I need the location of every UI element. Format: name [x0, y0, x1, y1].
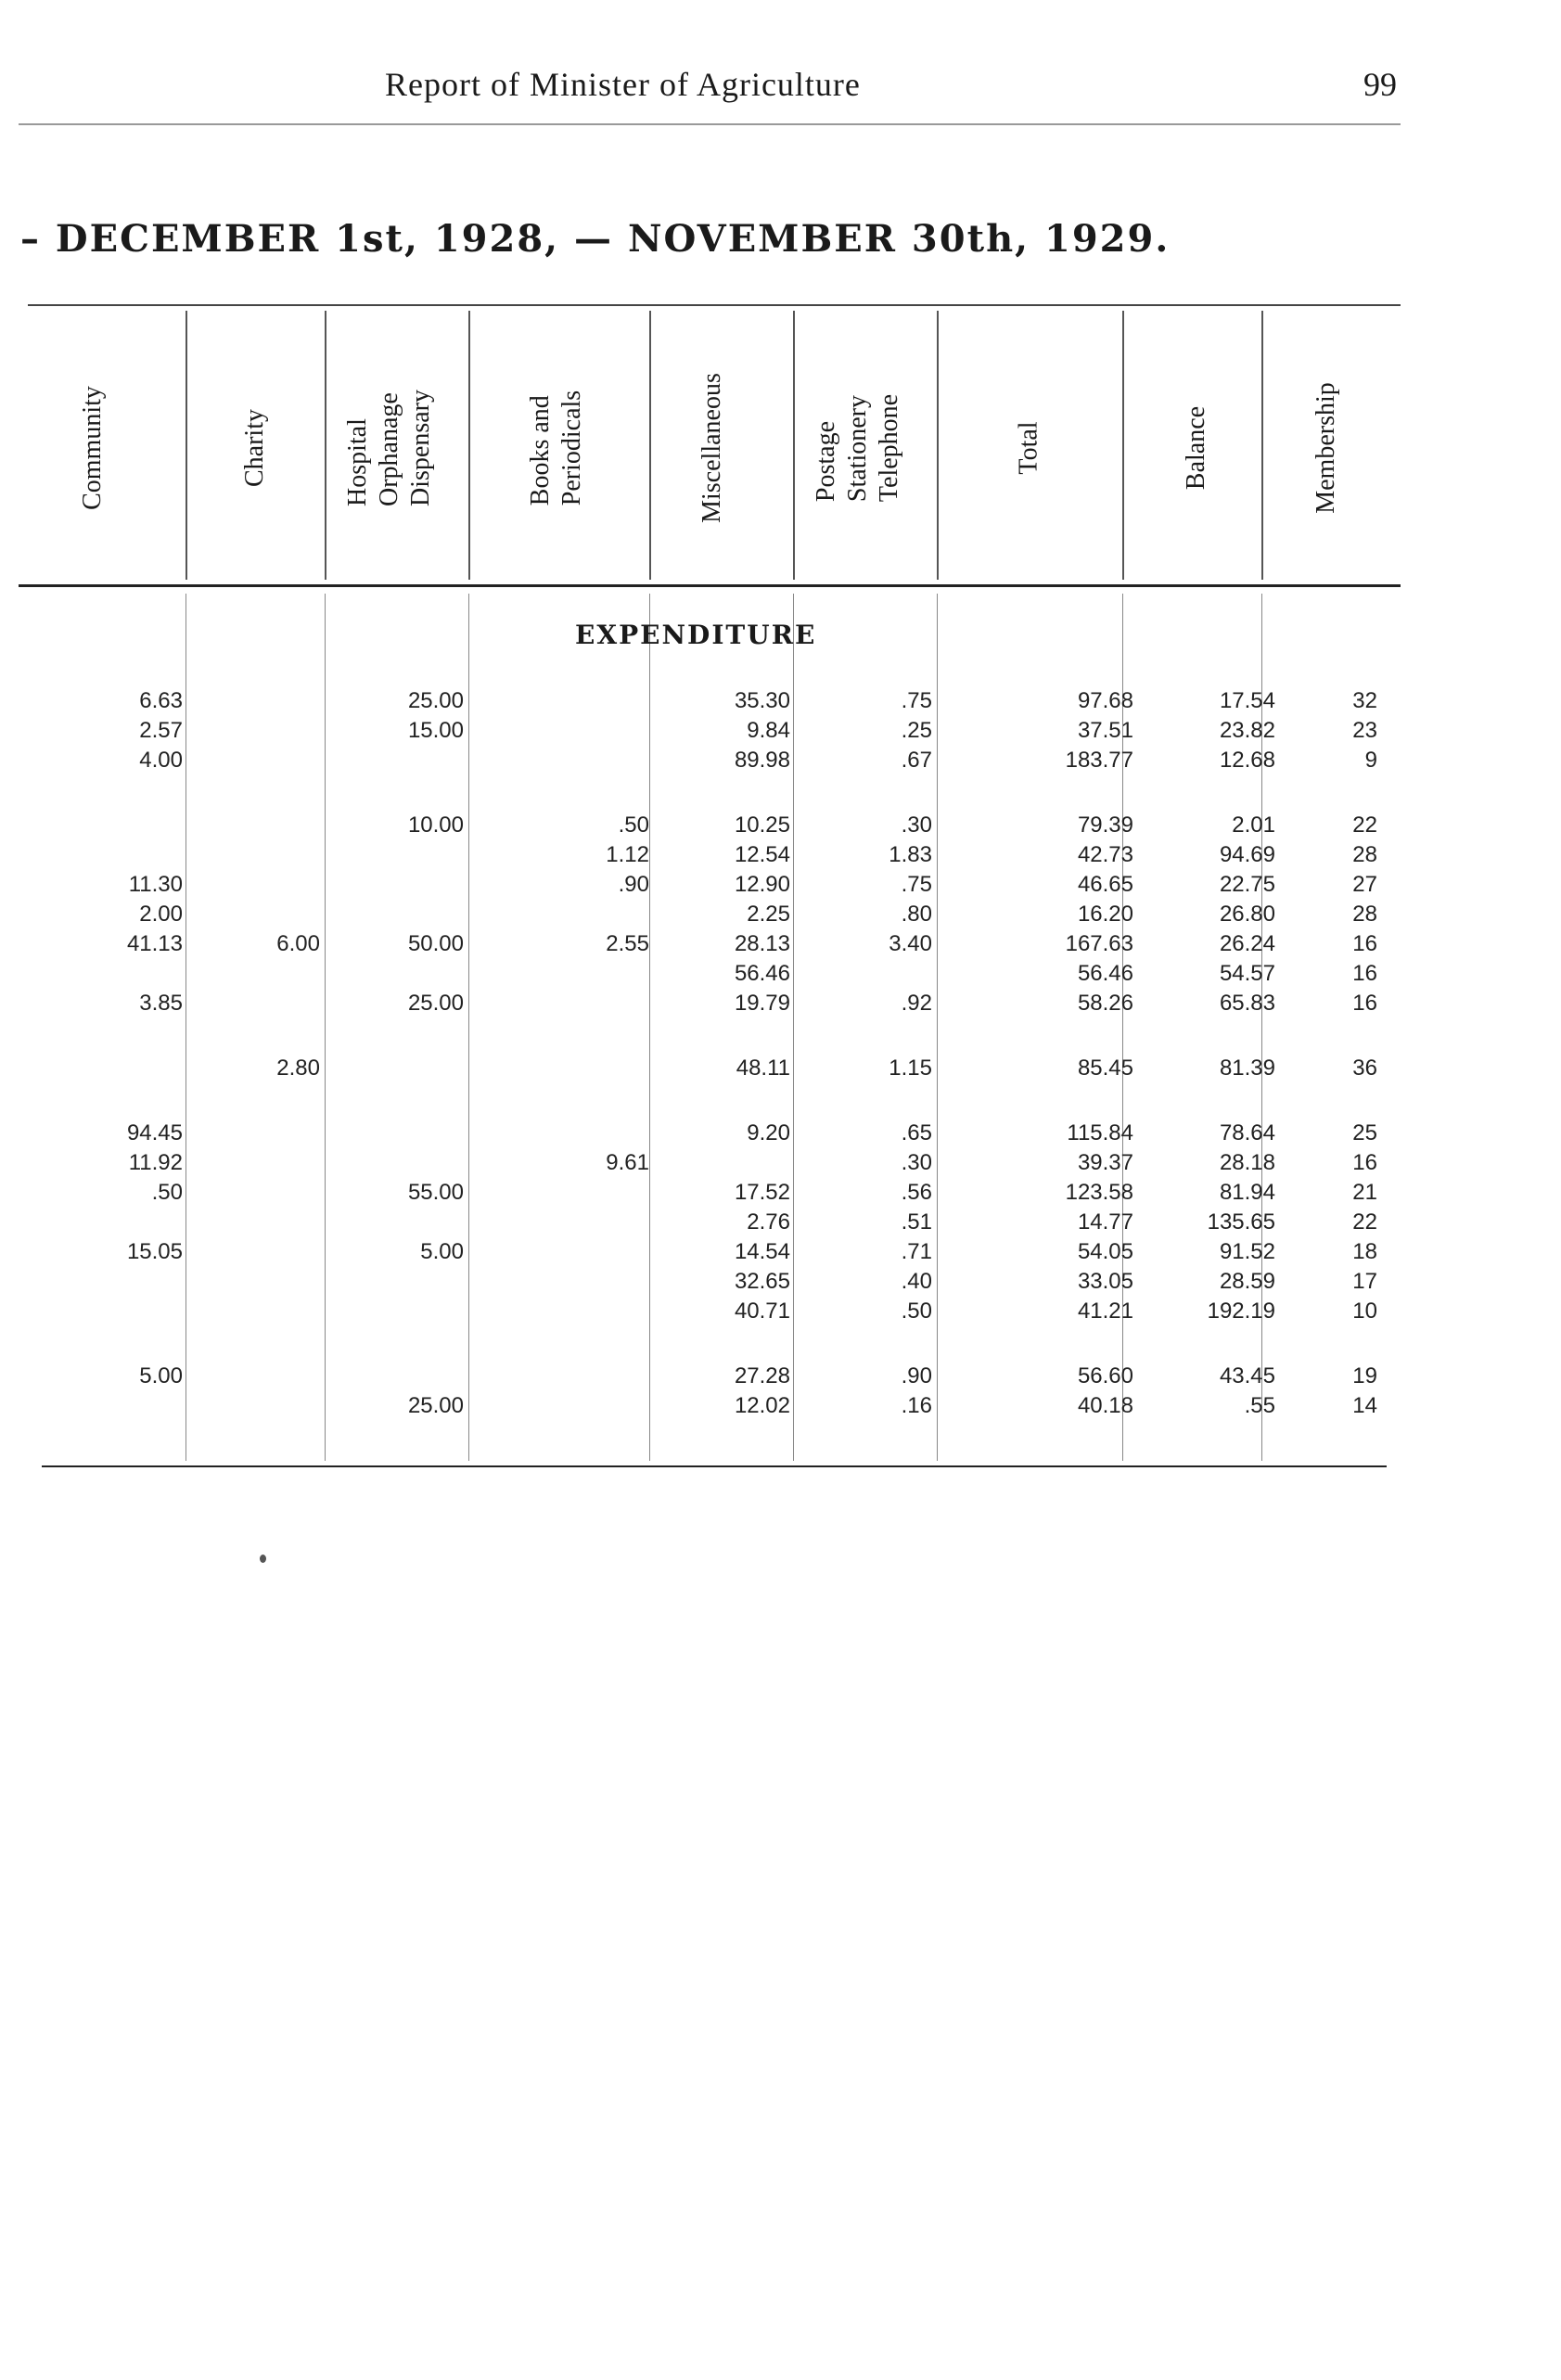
table-cell-membership: 9 [1364, 748, 1377, 773]
table-cell-membership: 19 [1352, 1363, 1377, 1388]
table-cell-membership: 17 [1352, 1269, 1377, 1294]
table-cell-community: 3.85 [139, 991, 183, 1016]
table-cell-membership: 16 [1352, 961, 1377, 986]
column-header-membership [1234, 315, 1419, 580]
table-cell-community: 5.00 [139, 1363, 183, 1388]
table-cell-community: 2.00 [139, 902, 183, 927]
table-cell-membership: 16 [1352, 931, 1377, 956]
table-cell-community: 94.45 [126, 1120, 183, 1145]
column-header-line: Postage [812, 420, 840, 502]
column-header-total [937, 315, 1122, 580]
column-rule [325, 594, 326, 1461]
table-cell-hospital: 25.00 [407, 991, 464, 1016]
table-cell-postage: .90 [901, 1363, 932, 1388]
table-cell-membership: 10 [1352, 1299, 1377, 1324]
page-number: 99 [1363, 66, 1397, 103]
table-cell-balance: 26.24 [1219, 931, 1275, 956]
table-cell-balance: 2.01 [1232, 813, 1275, 838]
table-cell-community: 4.00 [139, 748, 183, 773]
table-cell-postage: .30 [901, 1150, 932, 1175]
table-cell-community: 11.92 [128, 1150, 183, 1175]
table-cell-misc: 56.46 [734, 961, 790, 986]
table-cell-postage: 3.40 [889, 931, 932, 956]
table-bottom-rule [42, 1465, 1387, 1467]
table-cell-postage: 1.15 [889, 1056, 932, 1081]
table-cell-misc: 32.65 [734, 1269, 790, 1294]
table-cell-community: 11.30 [128, 872, 183, 897]
table-cell-total: 54.05 [1077, 1239, 1133, 1264]
table-cell-balance: 17.54 [1219, 688, 1275, 713]
table-cell-membership: 21 [1352, 1180, 1377, 1205]
table-cell-community: 41.13 [126, 931, 183, 956]
table-cell-total: 46.65 [1077, 872, 1133, 897]
table-cell-total: 39.37 [1077, 1150, 1133, 1175]
table-cell-misc: 14.54 [734, 1239, 790, 1264]
column-rule [649, 594, 650, 1461]
column-header-line: Stationery [843, 394, 872, 502]
table-cell-postage: .51 [901, 1209, 932, 1235]
header-rule [19, 123, 1401, 125]
table-cell-balance: 78.64 [1219, 1120, 1275, 1145]
table-cell-total: 97.68 [1077, 688, 1133, 713]
table-cell-postage: .16 [901, 1393, 932, 1418]
table-cell-balance: 91.52 [1219, 1239, 1275, 1264]
column-rule [468, 594, 469, 1461]
table-cell-total: 183.77 [1065, 748, 1133, 773]
column-header-line: Membership [1311, 381, 1340, 514]
column-header-line: Books and [525, 394, 555, 505]
table-cell-total: 167.63 [1065, 931, 1133, 956]
table-cell-misc: 9.84 [747, 718, 790, 743]
table-cell-misc: 40.71 [734, 1299, 790, 1324]
table-cell-balance: 81.94 [1219, 1180, 1275, 1205]
table-cell-total: 40.18 [1077, 1393, 1133, 1418]
table-cell-balance: 65.83 [1219, 991, 1275, 1016]
table-cell-hospital: 10.00 [407, 813, 464, 838]
table-cell-postage: .25 [901, 718, 932, 743]
table-cell-postage: .56 [901, 1180, 932, 1205]
column-header-line: Periodicals [557, 390, 586, 505]
table-cell-books: 9.61 [606, 1150, 649, 1175]
table-cell-balance: 192.19 [1207, 1299, 1275, 1324]
table-cell-membership: 32 [1352, 688, 1377, 713]
table-cell-postage: .75 [901, 688, 932, 713]
table-cell-postage: 1.83 [889, 842, 932, 867]
table-cell-membership: 23 [1352, 718, 1377, 743]
period-heading: – DECEMBER 1st, 1928, — NOVEMBER 30th, 1929. [20, 217, 1171, 261]
table-cell-hospital: 25.00 [407, 688, 464, 713]
table-cell-misc: 17.52 [734, 1180, 790, 1205]
column-header-community [0, 315, 186, 580]
table-cell-total: 123.58 [1065, 1180, 1133, 1205]
table-cell-total: 37.51 [1077, 718, 1133, 743]
column-header-line: Orphanage [374, 391, 403, 506]
table-cell-misc: 48.11 [736, 1056, 790, 1081]
table-cell-misc: 28.13 [734, 931, 790, 956]
column-header-line: Balance [1181, 405, 1210, 490]
table-cell-misc: 12.02 [734, 1393, 790, 1418]
table-cell-membership: 22 [1352, 1209, 1377, 1235]
table-cell-balance: 28.18 [1219, 1150, 1275, 1175]
table-cell-postage: .65 [901, 1120, 932, 1145]
table-cell-postage: .71 [901, 1239, 932, 1264]
table-cell-total: 41.21 [1077, 1299, 1133, 1324]
ink-speck [260, 1555, 266, 1563]
column-header-line: Telephone [875, 393, 903, 502]
column-header-line: Charity [240, 408, 269, 487]
table-cell-hospital: 25.00 [407, 1393, 464, 1418]
table-cell-community: 15.05 [126, 1239, 183, 1264]
table-cell-charity: 6.00 [276, 931, 320, 956]
table-cell-balance: 54.57 [1219, 961, 1275, 986]
table-cell-total: 42.73 [1077, 842, 1133, 867]
table-cell-total: 58.26 [1077, 991, 1133, 1016]
column-header-line: Community [77, 385, 107, 510]
table-cell-postage: .50 [901, 1299, 932, 1324]
table-cell-postage: .30 [901, 813, 932, 838]
table-cell-total: 79.39 [1077, 813, 1133, 838]
table-cell-misc: 9.20 [747, 1120, 790, 1145]
column-header-line: Dispensary [405, 389, 435, 506]
table-cell-membership: 27 [1352, 872, 1377, 897]
table-cell-total: 56.60 [1077, 1363, 1133, 1388]
table-cell-membership: 14 [1352, 1393, 1377, 1418]
column-rule [937, 594, 938, 1461]
table-cell-books: .50 [618, 813, 649, 838]
table-cell-balance: 23.82 [1219, 718, 1275, 743]
table-cell-misc: 12.90 [734, 872, 790, 897]
table-cell-misc: 2.25 [747, 902, 790, 927]
table-cell-total: 33.05 [1077, 1269, 1133, 1294]
table-cell-postage: .40 [901, 1269, 932, 1294]
table-cell-misc: 27.28 [734, 1363, 790, 1388]
table-cell-balance: 12.68 [1219, 748, 1275, 773]
running-title: Report of Minister of Agriculture [385, 66, 861, 103]
header-divider-rule [19, 584, 1401, 587]
column-header-line: Hospital [342, 417, 372, 506]
table-cell-membership: 28 [1352, 902, 1377, 927]
table-cell-hospital: 15.00 [407, 718, 464, 743]
table-cell-misc: 12.54 [734, 842, 790, 867]
table-cell-hospital: 55.00 [407, 1180, 464, 1205]
column-header-line: Total [1014, 420, 1043, 475]
table-cell-total: 85.45 [1077, 1056, 1133, 1081]
table-cell-balance: 28.59 [1219, 1269, 1275, 1294]
table-cell-hospital: 50.00 [407, 931, 464, 956]
table-cell-books: 2.55 [606, 931, 649, 956]
table-cell-postage: .92 [901, 991, 932, 1016]
table-cell-postage: .75 [901, 872, 932, 897]
table-cell-misc: 10.25 [734, 813, 790, 838]
table-cell-total: 56.46 [1077, 961, 1133, 986]
table-cell-misc: 2.76 [747, 1209, 790, 1235]
table-cell-membership: 16 [1352, 991, 1377, 1016]
column-header-postage [765, 315, 951, 580]
table-cell-total: 16.20 [1077, 902, 1133, 927]
table-cell-membership: 25 [1352, 1120, 1377, 1145]
column-rule [793, 594, 794, 1461]
table-cell-misc: 89.98 [734, 748, 790, 773]
table-cell-balance: 94.69 [1219, 842, 1275, 867]
table-cell-community: 6.63 [139, 688, 183, 713]
table-cell-books: 1.12 [606, 842, 649, 867]
table-cell-balance: .55 [1244, 1393, 1275, 1418]
table-cell-total: 14.77 [1077, 1209, 1133, 1235]
table-cell-community: 2.57 [139, 718, 183, 743]
table-cell-membership: 28 [1352, 842, 1377, 867]
table-cell-balance: 26.80 [1219, 902, 1275, 927]
table-cell-balance: 22.75 [1219, 872, 1275, 897]
table-cell-community: .50 [151, 1180, 183, 1205]
table-cell-books: .90 [618, 872, 649, 897]
table-cell-membership: 18 [1352, 1239, 1377, 1264]
expenditure-label: EXPENDITURE [575, 620, 817, 650]
table-cell-balance: 43.45 [1219, 1363, 1275, 1388]
column-header-line: Miscellaneous [697, 372, 726, 523]
table-cell-total: 115.84 [1067, 1120, 1133, 1145]
table-top-rule [28, 304, 1401, 306]
table-cell-misc: 19.79 [734, 991, 790, 1016]
column-header-hospital [297, 315, 482, 580]
table-cell-membership: 16 [1352, 1150, 1377, 1175]
table-cell-postage: .67 [901, 748, 932, 773]
table-cell-hospital: 5.00 [420, 1239, 464, 1264]
table-cell-membership: 36 [1352, 1056, 1377, 1081]
table-cell-balance: 81.39 [1219, 1056, 1275, 1081]
table-cell-misc: 35.30 [734, 688, 790, 713]
table-cell-membership: 22 [1352, 813, 1377, 838]
table-cell-postage: .80 [901, 902, 932, 927]
table-cell-charity: 2.80 [276, 1056, 320, 1081]
table-cell-balance: 135.65 [1207, 1209, 1275, 1235]
